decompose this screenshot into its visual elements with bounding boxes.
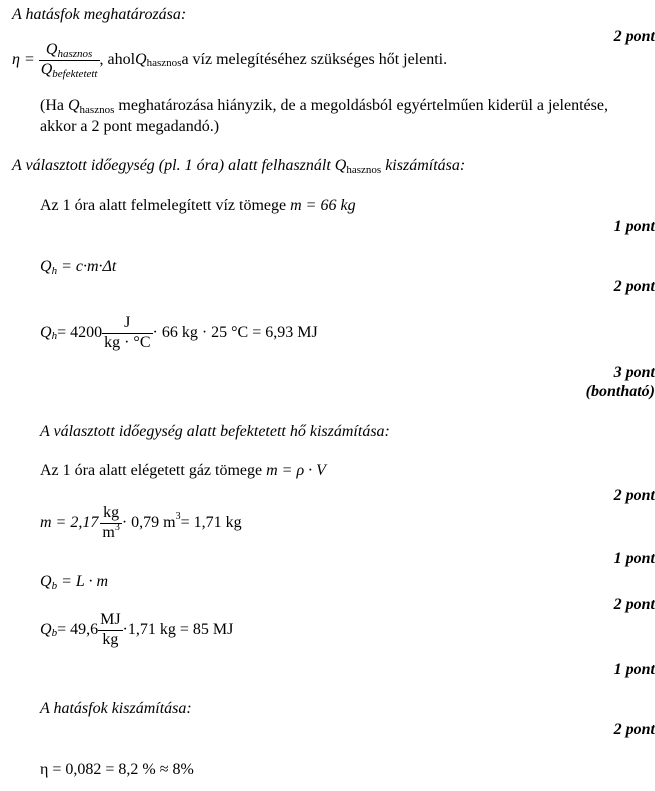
denominator-sub: befektetett (52, 67, 98, 80)
efficiency-result: η = 0,082 = 8,2 % ≈ 8% (40, 761, 194, 778)
efficiency-fraction (39, 42, 100, 79)
points-label: 1 pont (613, 661, 655, 678)
qh-calculation: Q h = 4200 $\frac{J}{kg \cdot ^\circ C}$ · 66 kg · 25 °C = 6,93 MJ (40, 314, 318, 351)
gas-mass-calculation: m = 2,17 $\frac{kg}{m^3}$ · 0,79 m 3 = 1,71 kg (40, 504, 242, 541)
points-note: (bontható) (585, 383, 655, 400)
density-unit-fraction: $\frac{kg}{m^3}$ (102, 504, 120, 541)
points-label: 1 pont (613, 218, 655, 235)
eta-symbol: η = (12, 51, 35, 69)
gas-mass-line: Az 1 óra alatt elégetett gáz tömege m = ρ · V (40, 462, 326, 479)
points-label: 2 pont (613, 278, 655, 295)
definition-q: Q (135, 51, 147, 69)
definition-sub: hasznos (146, 57, 182, 70)
points-label: 3 pont (613, 364, 655, 381)
section-title-useful-heat: A választott időegység (pl. 1 óra) alatt felhasznált Qhasznos kiszámítása: (12, 157, 466, 176)
water-mass-line: Az 1 óra alatt felmelegített víz tömege m = 66 kg (40, 197, 356, 214)
definition-text-a: , ahol (99, 51, 136, 69)
points-label: 2 pont (613, 596, 655, 613)
numerator-sub: hasznos (57, 48, 93, 60)
points-label: 1 pont (613, 550, 655, 567)
points-label: 2 pont (613, 487, 655, 504)
definition-text-b: a víz melegítéséhez szükséges hőt jelenti. (181, 51, 448, 69)
section-title-efficiency-calc: A hatásfok kiszámítása: (40, 700, 192, 717)
points-label: 2 pont (613, 28, 655, 45)
unit-fraction: $\frac{J}{kg \cdot ^\circ C}$ (104, 314, 151, 351)
points-label: 2 pont (613, 721, 655, 738)
efficiency-definition (12, 42, 447, 79)
denominator-q: Q (40, 60, 53, 78)
qb-calculation: Q b = 49,6 $\frac{MJ}{kg}$ ·1,71 kg = 85 MJ (40, 611, 234, 648)
numerator-q: Q (45, 41, 58, 58)
qh-formula: Qh = c·m·Δt (40, 258, 117, 277)
section-title-efficiency: A hatásfok meghatározása: (12, 6, 187, 23)
heating-value-unit-fraction: $\frac{MJ}{kg}$ (100, 611, 121, 648)
section-title-invested-heat: A választott időegység alatt befektetett hő kiszámítása: (40, 423, 390, 440)
note-line-1: (Ha Qhasznos meghatározása hiányzik, de a megoldásból egyértelműen kiderül a jelentése, (40, 97, 608, 116)
qb-formula: Qb = L · m (40, 573, 109, 592)
note-line-2: akkor a 2 pont megadandó.) (40, 118, 220, 135)
